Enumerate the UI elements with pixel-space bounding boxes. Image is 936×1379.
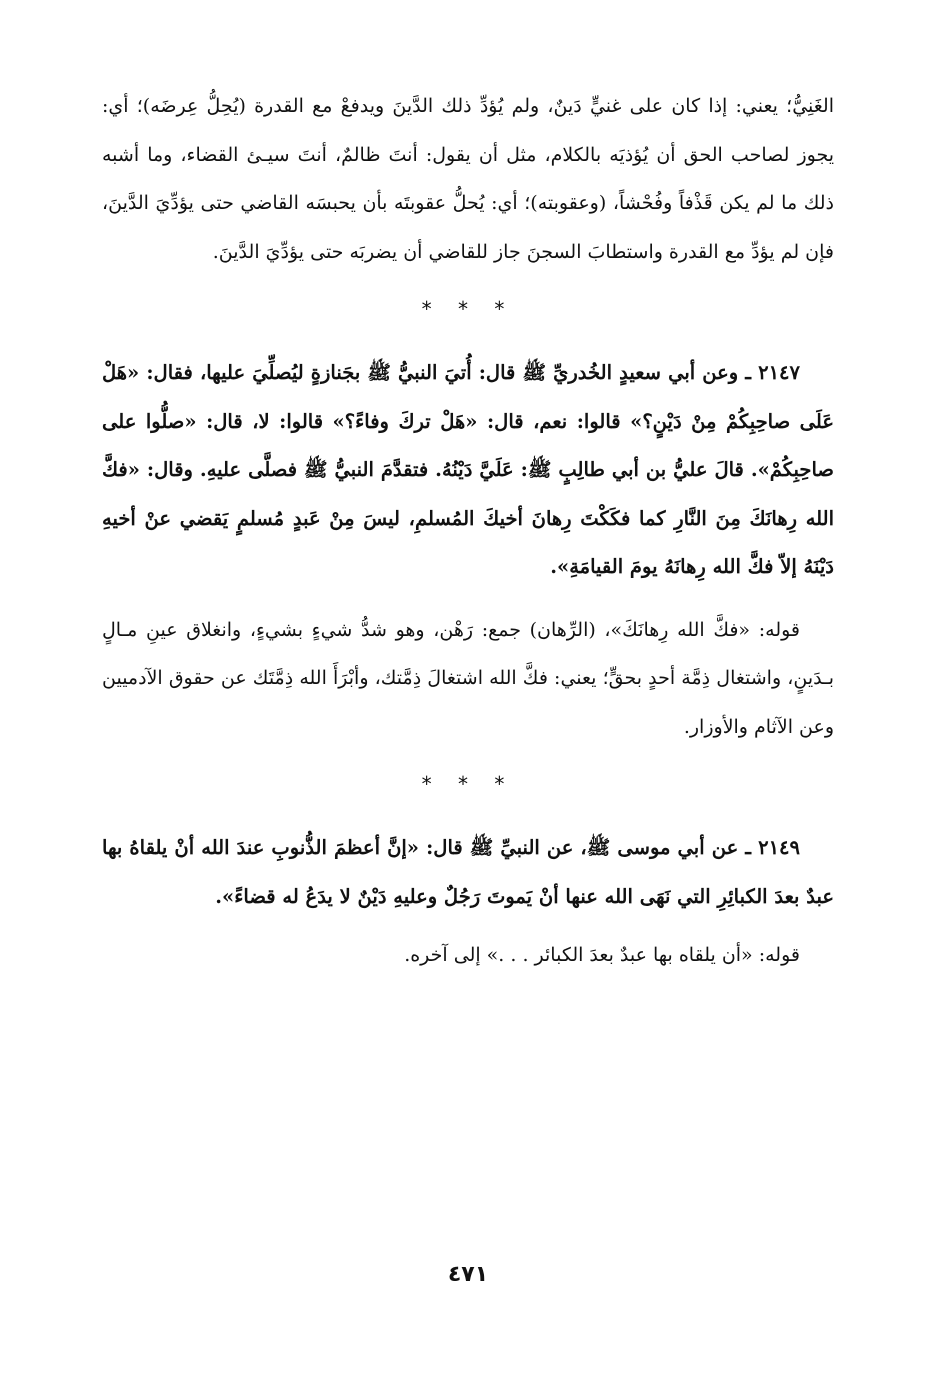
- hadith-2149-paragraph: ٢١٤٩ ـ عن أبي موسى ﷺ، عن النبيِّ ﷺ قال: «إنَّ أعظمَ الذُّنوبِ عندَ الله أنْ يلقاهُ بها عبدٌ بعدَ الكبائِرِ التي نَهَى الله عنها أنْ يَموتَ رَجُلٌ وعليهِ دَيْنٌ لا يدَعُ له قضاءً».: [102, 836, 834, 908]
- commentary-paragraph-1: الغَنِيُّ؛ يعني: إذا كان على غنيٍّ دَينٌ، ولم يُؤدِّ ذلك الدَّينَ ويدفعْ مع القدرة (يُحِلُّ عِرضَه)؛ أي: يجوز لصاحب الحق أن يُؤذيَه بالكلام، مثل أن يقول: أنتَ ظالمٌ، أنتَ سيـئ القضاء، وما أشبه ذلك ما لم يكن قَذْفاً وفُحْشاً، (وعقوبته)؛ أي: يُحلُّ عقوبتَه بأن يحبسَه القاضي حتى يؤدِّيَ الدَّينَ، فإن لم يؤدِّ مع القدرة واستطابَ السجنَ جاز للقاضي أن يضربَه حتى يؤدِّيَ الدَّينَ.: [102, 95, 834, 263]
- commentary-paragraph-2: قوله: «فكَّ الله رِهانَكَ»، (الرِّهان) جمع: رَهْن، وهو شدُّ شيءٍ بشيءٍ، وانغلاق عينِ مـالٍ بـدَينٍ، واشتغال ذِمَّة أحدٍ بحقٍّ؛ يعني: فكَّ الله اشتغالَ ذِمَّتك، وأبْرَأَ الله ذِمَّتَك عن حقوق الآدميين وعن الآثام والأوزار.: [102, 618, 834, 738]
- page-body: [102, 82, 834, 980]
- section-separator-2: * * *: [421, 772, 515, 796]
- commentary-paragraph-3: قوله: «أن يلقاه بها عبدٌ بعدَ الكبائر . . .» إلى آخره.: [404, 944, 800, 966]
- page-number: ٤٧١: [447, 1262, 489, 1287]
- hadith-2147-paragraph: ٢١٤٧ ـ وعن أبي سعيدٍ الخُدريِّ ﷺ قال: أُتيَ النبيُّ ﷺ بجَنازةٍ ليُصلِّيَ عليها، فقال: «هَلْ عَلَى صاحِبِكُمْ مِنْ دَيْنٍ؟» قالوا: نعم، قال: «هَلْ تركَ وفاءً؟» قالوا: لا، قال: «صلُّوا على صاحِبِكُمْ». قالَ عليُّ بن أبي طالِبٍ ﷺ: عَلَيَّ دَيْنُهُ. فتقدَّمَ النبيُّ ﷺ فصلَّى عليهِ. وقال: «فكَّ الله رِهانَكَ مِنَ النَّارِ كما فكَكْتَ رِهانَ أخيكَ المُسلمِ، ليسَ مِنْ عَبدٍ مُسلمٍ يَقضي عنْ أخيهِ دَيْنَهُ إلاّ فكَّ الله رِهانَهُ يومَ القيامَةِ».: [102, 361, 834, 578]
- section-separator-1: * * *: [421, 297, 515, 321]
